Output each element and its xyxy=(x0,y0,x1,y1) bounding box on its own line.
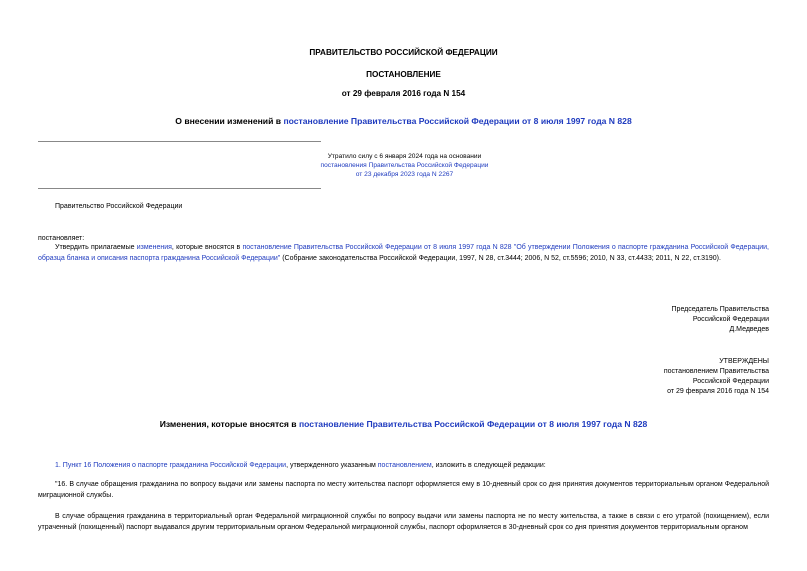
approve-link-resolution[interactable]: постановление Правительства Российской Федерации от 8 июля 1997 года N 828 xyxy=(242,244,512,251)
title-prefix: О внесении изменений в xyxy=(175,116,284,126)
item-1-text-1: , утвержденного указанным xyxy=(286,462,378,469)
item-1 xyxy=(38,461,769,470)
divider-bottom xyxy=(38,188,321,189)
signature-block xyxy=(672,305,769,335)
clause-16-paragraph-1: "16. В случае обращения гражданина по вопросу выдачи или замены паспорта по месту жительства паспорт оформляется ему в 10-дневный срок со дня принятия документов территориальным органом Федеральной миграционной службы. xyxy=(38,481,769,499)
approved-block xyxy=(664,357,769,398)
approved-date: от 29 февраля 2016 года N 154 xyxy=(667,388,769,396)
document-date-number: от 29 февраля 2016 года N 154 xyxy=(341,89,466,98)
changes-title-prefix: Изменения, которые вносятся в xyxy=(159,419,299,429)
lost-force-link-1[interactable]: постановления Правительства Российской Федерации xyxy=(320,162,489,170)
approved-org: Российской Федерации xyxy=(692,378,769,386)
approve-link-changes[interactable]: изменения xyxy=(136,244,172,251)
government-line: Правительство Российской Федерации xyxy=(55,203,183,210)
divider-top xyxy=(38,141,321,142)
approve-text-1: Утвердить прилагаемые xyxy=(55,244,137,251)
approve-link-regulation[interactable]: "Об утверждении Положения о паспорте гражданина Российской Федерации, образца бланка и описания паспорта гражданина Российской Федерации" xyxy=(38,244,770,262)
approve-text-2: , которые вносятся в xyxy=(171,244,243,251)
title-link[interactable]: постановление Правительства Российской Федерации от 8 июля 1997 года N 828 xyxy=(283,116,632,126)
document-title xyxy=(0,116,807,128)
item-1-link-clause[interactable]: Пункт 16 Положения о паспорте гражданина Российской Федерации xyxy=(62,462,287,469)
lost-force-text: Утратило силу с 6 января 2024 года на основании xyxy=(327,153,482,160)
government-heading: ПРАВИТЕЛЬСТВО РОССИЙСКОЙ ФЕДЕРАЦИИ xyxy=(309,48,498,57)
clause-16-paragraph-2: В случае обращения гражданина в территориальный орган Федеральной миграционной службы по вопросу выдачи или замены паспорта не по месту жительства, а также в связи с его утратой (похищением), если утраченный (похищенный) паспорт выдавался другим территориальным органом Федеральной миграционной службы, паспорт оформляется в 30-дневный срок со дня принятия документов территориальным органом xyxy=(38,513,769,531)
lost-force-note xyxy=(306,152,503,180)
signature-position: Председатель Правительства xyxy=(671,306,769,313)
signature-org: Российской Федерации xyxy=(692,316,769,324)
approve-paragraph xyxy=(38,243,769,265)
lost-force-link-2[interactable]: от 23 декабря 2023 года N 2267 xyxy=(355,171,454,179)
changes-title xyxy=(0,419,807,431)
approved-by: постановлением Правительства xyxy=(663,368,769,376)
item-1-link-resolution[interactable]: постановлением xyxy=(377,462,432,469)
resolves-text: постановляет: xyxy=(38,235,85,242)
item-1-text-2: , изложить в следующей редакции: xyxy=(431,462,546,469)
signature-name: Д.Медведев xyxy=(729,326,769,334)
document-type: ПОСТАНОВЛЕНИЕ xyxy=(366,70,441,79)
approve-text-4: (Собрание законодательства Российской Федерации, 1997, N 28, ст.3444; 2006, N 52, ст.5596; 2010, N 33, ст.4433; 2011, N 22, ст.3190). xyxy=(280,254,721,262)
approved-label: УТВЕРЖДЕНЫ xyxy=(719,358,769,365)
item-1-number: 1. xyxy=(55,462,63,469)
changes-title-link[interactable]: постановление Правительства Российской Федерации от 8 июля 1997 года N 828 xyxy=(298,419,648,429)
